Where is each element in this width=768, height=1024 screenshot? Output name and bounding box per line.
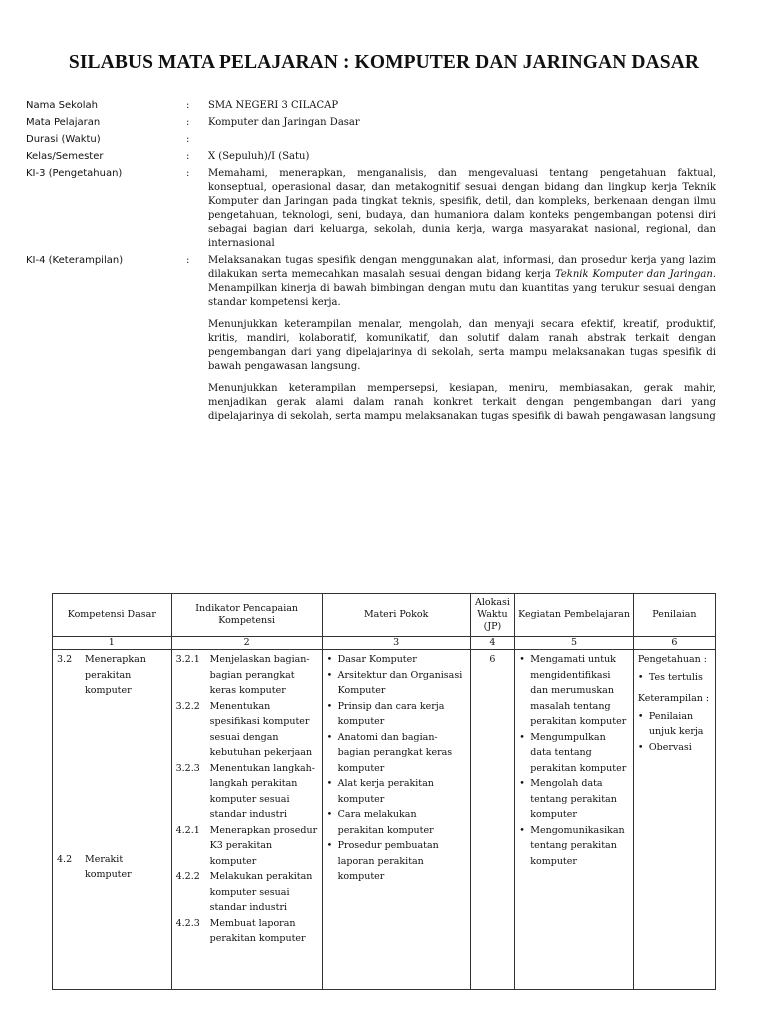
list-item: • Tes tertulis xyxy=(638,670,711,686)
table-header-row xyxy=(53,594,716,637)
info-row-kelas: Kelas/Semester : X (Sepuluh)/I (Satu) xyxy=(26,150,716,164)
kd-item: 3.2 Menerapkan perakitan komputer xyxy=(57,654,146,696)
materi-list xyxy=(327,652,466,885)
kompetensi-dasar-cell xyxy=(53,650,172,990)
info-row-durasi: Durasi (Waktu) : xyxy=(26,133,716,147)
list-item: • Prinsip dan cara kerja komputer xyxy=(327,699,466,730)
table-row xyxy=(53,650,716,990)
info-value xyxy=(208,133,716,147)
kegiatan-cell xyxy=(515,650,634,990)
info-value: SMA NEGERI 3 CILACAP xyxy=(208,100,339,111)
column-number: 3 xyxy=(322,637,470,650)
list-item: • Mengomunikasikan tentang perakitan komputer xyxy=(519,823,629,870)
materi-pokok-cell xyxy=(322,650,470,990)
header-materi-pokok: Materi Pokok xyxy=(322,594,470,637)
ki4-paragraph-2: Menunjukkan keterampilan menalar, mengolah, dan menyaji secara efektif, kreatif, produktif, kritis, mandiri, kolaboratif, komunikatif, dan solutif dalam ranah abstrak terkait dengan pengembangan dari yang dipelajarinya di sekolah, serta mampu melaksanakan tugas spesifik di bawah pengawasan langsung. xyxy=(208,319,716,372)
indikator-item: 3.2.3 Menentukan langkah-langkah perakitan komputer sesuai standar industri xyxy=(175,762,315,820)
alokasi-waktu-cell: 6 xyxy=(470,650,515,990)
pengetahuan-list xyxy=(638,670,711,686)
list-item: • Cara melakukan perakitan komputer xyxy=(327,807,466,838)
table-number-row xyxy=(53,637,716,650)
info-label: KI-3 (Pengetahuan) xyxy=(26,168,123,179)
list-item: • Dasar Komputer xyxy=(327,652,466,668)
info-row-ki3: KI-3 (Pengetahuan) : Memahami, menerapkan, menganalisis, dan mengevaluasi tentang pengetahuan faktual, konseptual, operasional dasar, dan metakognitif sesuai dengan bidang dan lingkup kerja Teknik Komputer dan Jaringan pada tingkat teknis, spesifik, detil, dan kompleks, berkenaan dengan ilmu pengetahuan, teknologi, seni, budaya, dan humaniora dalam konteks pengembangan potensi diri sebagai bagian dari keluarga, sekolah, dunia kerja, warga masyarakat nasional, regional, dan internasional xyxy=(26,168,716,249)
list-item: • Alat kerja perakitan komputer xyxy=(327,776,466,807)
list-item: • Obervasi xyxy=(638,740,711,756)
indikator-cell xyxy=(171,650,322,990)
list-item: • Mengolah data tentang perakitan komputer xyxy=(519,776,629,823)
pengetahuan-label: Pengetahuan : xyxy=(637,654,707,665)
ki4-paragraph-1: Melaksanakan tugas spesifik dengan menggunakan alat, informasi, dan prosedur kerja yang lazim dilakukan serta memecahkan masalah sesuai dengan bidang kerja Teknik Komputer dan Jaringan. Menampilkan kinerja di bawah bimbingan dengan mutu dan kuantitas yang terukur sesuai dengan standar kompetensi kerja. xyxy=(208,255,716,308)
info-label: Kelas/Semester xyxy=(26,151,104,162)
column-number: 4 xyxy=(470,637,515,650)
page-title: SILABUS MATA PELAJARAN : KOMPUTER DAN JARINGAN DASAR xyxy=(68,52,700,73)
list-item: • Penilaian unjuk kerja xyxy=(638,709,711,740)
column-number: 5 xyxy=(515,637,634,650)
header-alokasi-waktu: Alokasi Waktu (JP) xyxy=(470,594,515,637)
header-kompetensi-dasar: Kompetensi Dasar xyxy=(53,594,172,637)
column-number: 2 xyxy=(171,637,322,650)
info-value: X (Sepuluh)/I (Satu) xyxy=(208,151,310,162)
info-label: Nama Sekolah xyxy=(26,100,98,111)
column-number: 6 xyxy=(633,637,715,650)
indikator-item: 4.2.3 Membuat laporan perakitan komputer xyxy=(175,917,306,944)
info-row-mata-pelajaran: Mata Pelajaran : Komputer dan Jaringan Dasar xyxy=(26,116,716,130)
info-row-nama-sekolah: Nama Sekolah : SMA NEGERI 3 CILACAP xyxy=(26,99,716,113)
info-value: Komputer dan Jaringan Dasar xyxy=(208,117,360,128)
info-row-ki4: KI-4 (Keterampilan) : Melaksanakan tugas spesifik dengan menggunakan alat, informasi, dan prosedur kerja yang lazim dilakukan serta memecahkan masalah sesuai dengan bidang kerja Teknik Komputer dan Jaringan. Menampilkan kinerja di bawah bimbingan dengan mutu dan kuantitas yang terukur sesuai dengan standar kompetensi kerja. Menunjukkan keterampilan menalar, mengolah, dan menyaji secara efektif, kreatif, produktif, kritis, mandiri, kolaboratif, komunikatif, dan solutif dalam ranah abstrak terkait dengan pengembangan dari yang dipelajarinya di sekolah, serta mampu melaksanakan tugas spesifik di bawah pengawasan langsung. Menunjukkan keterampilan mempersepsi, kesiapan, meniru, membiasakan, gerak mahir, menjadikan gerak alami dalam ranah konkret terkait dengan pengembangan dari yang dipelajarinya di sekolah, serta mampu melaksanakan tugas spesifik di bawah pengawasan langsung xyxy=(26,255,716,422)
list-item: • Anatomi dan bagian-bagian perangkat keras komputer xyxy=(327,730,466,777)
indikator-item: 3.2.1 Menjelaskan bagian-bagian perangkat keras komputer xyxy=(175,654,310,696)
indikator-item: 4.2.1 Menerapkan prosedur K3 perakitan komputer xyxy=(175,824,318,867)
kegiatan-list xyxy=(519,652,629,869)
list-item: • Arsitektur dan Organisasi Komputer xyxy=(327,668,466,699)
info-value xyxy=(208,254,716,424)
header-penilaian: Penilaian xyxy=(633,594,715,637)
info-label: Durasi (Waktu) xyxy=(26,134,101,145)
penilaian-cell xyxy=(633,650,715,990)
info-label: Mata Pelajaran xyxy=(26,117,101,128)
column-number: 1 xyxy=(53,637,172,650)
indikator-item: 4.2.2 Melakukan perakitan komputer sesuai standar industri xyxy=(175,871,313,913)
keterampilan-list xyxy=(638,709,711,756)
keterampilan-label: Keterampilan : xyxy=(637,693,710,704)
list-item: • Prosedur pembuatan laporan perakitan komputer xyxy=(327,838,466,885)
kd-item: 4.2 Merakit komputer xyxy=(57,853,132,880)
header-kegiatan: Kegiatan Pembelajaran xyxy=(515,594,634,637)
header-indikator: Indikator Pencapaian Kompetensi xyxy=(171,594,322,637)
info-value: Memahami, menerapkan, menganalisis, dan mengevaluasi tentang pengetahuan faktual, konseptual, operasional dasar, dan metakognitif sesuai dengan bidang dan lingkup kerja Teknik Komputer dan Jaringan pada tingkat teknis, spesifik, detil, dan kompleks, berkenaan dengan ilmu pengetahuan, teknologi, seni, budaya, dan humaniora dalam konteks pengembangan potensi diri sebagai bagian dari keluarga, sekolah, dunia kerja, warga masyarakat nasional, regional, dan internasional xyxy=(208,168,716,249)
syllabus-table xyxy=(52,593,716,990)
info-section xyxy=(26,99,716,424)
indikator-item: 3.2.2 Menentukan spesifikasi komputer sesuai dengan kebutuhan pekerjaan xyxy=(175,700,313,758)
info-label: KI-4 (Keterampilan) xyxy=(26,255,124,266)
ki4-paragraph-3: Menunjukkan keterampilan mempersepsi, kesiapan, meniru, membiasakan, gerak mahir, menjadikan gerak alami dalam ranah konkret terkait dengan pengembangan dari yang dipelajarinya di sekolah, serta mampu melaksanakan tugas spesifik di bawah pengawasan langsung xyxy=(208,383,716,422)
list-item: • Mengamati untuk mengidentifikasi dan merumuskan masalah tentang perakitan komputer xyxy=(519,652,629,730)
list-item: • Mengumpulkan data tentang perakitan komputer xyxy=(519,730,629,777)
